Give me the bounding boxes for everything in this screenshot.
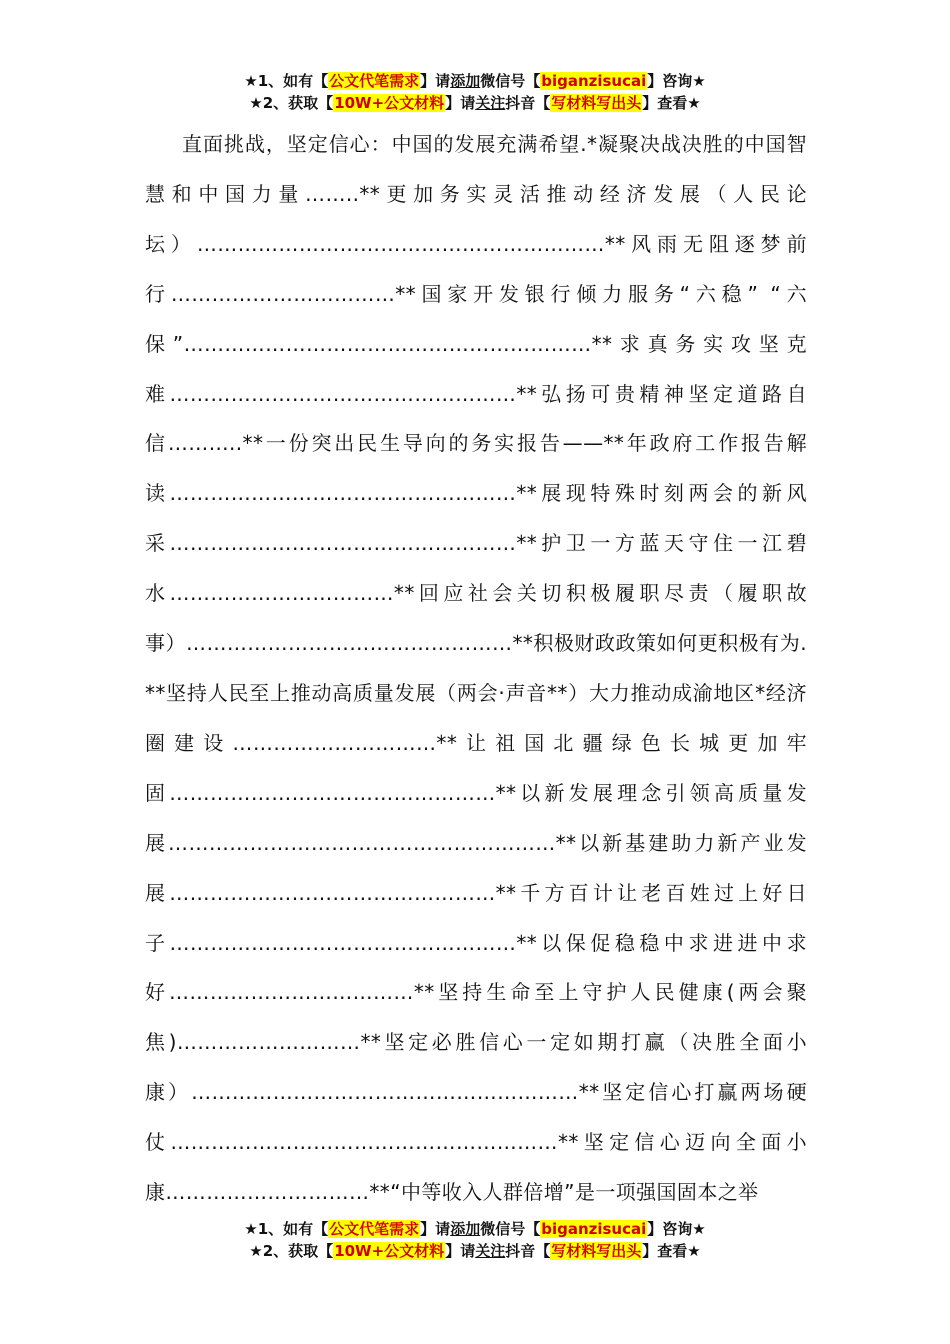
table-of-contents-paragraph: 直面挑战，坚定信心：中国的发展充满希望.*凝聚决战决胜的中国智慧和中国力量……..**更加务实灵活推动经济发展（人民论坛）……………………………………………………**风雨无阻逐梦前行……………………………**国家开发银行倾力服务“六稳” “六保”……………………………………………………**求真务实攻坚克难……………………………………………**弘扬可贵精神坚定道路自信………..**一份突出民生导向的务实报告——**年政府工作报告解读……………………………………………**展现特殊时刻两会的新风采……………………………………………**护卫一方蓝天守住一江碧水……………………………**回应社会关切积极履职尽责（履职故事）…………………………………………**积极财政政策如何更积极有为.**坚持人民至上推动高质量发展（两会·声音**）大力推动成渝地区*经济圈建设…………………………**让祖国北疆绿色长城更加牢固…………………………………………**以新发展理念引领高质量发展…………………………………………………**以新基建助力新产业发展…………………………………………**千方百计让老百姓过上好日子……………………………………………**以保促稳稳中求进进中求好………………………………**坚持生命至上守护人民健康(两会聚焦)………………………**坚定必胜信心一定如期打赢（决胜全面小康）…………………………………………………**坚定信心打赢两场硬仗…………………………………………………**坚定信心迈向全面小康…………………………**“中等收入人群倍增”是一项强国固本之举 <box>145 132 807 1205</box>
banner-suffix: 】查看★ <box>642 94 701 112</box>
banner-text: 】请 <box>420 1220 451 1238</box>
document-body <box>145 120 807 1218</box>
douyin-account-highlight: 写材料写出头 <box>551 1242 642 1260</box>
banner-line-2 <box>0 1240 950 1262</box>
banner-line-1 <box>0 1218 950 1240</box>
header-banner <box>0 70 950 114</box>
wechat-id-highlight: biganzisucai <box>541 1220 647 1238</box>
banner-prefix: ★1、如有【 <box>244 1220 329 1238</box>
banner-prefix: ★2、获取【 <box>249 1242 334 1260</box>
materials-highlight: 10W+公文材料 <box>334 1242 445 1260</box>
follow-underlined-text: 关注 <box>475 1242 506 1260</box>
add-underlined-text: 添加 <box>450 72 481 90</box>
banner-text: 】请 <box>420 72 451 90</box>
banner-text: 】请 <box>445 1242 476 1260</box>
banner-line-2 <box>0 92 950 114</box>
banner-suffix: 】咨询★ <box>647 1220 706 1238</box>
banner-prefix: ★2、获取【 <box>249 94 334 112</box>
add-underlined-text: 添加 <box>450 1220 481 1238</box>
footer-banner <box>0 1218 950 1262</box>
douyin-account-highlight: 写材料写出头 <box>551 94 642 112</box>
banner-prefix: ★1、如有【 <box>244 72 329 90</box>
ghostwriting-highlight: 公文代笔需求 <box>329 72 420 90</box>
banner-text: 微信号【 <box>480 72 541 90</box>
banner-suffix: 】咨询★ <box>647 72 706 90</box>
wechat-id-highlight: biganzisucai <box>541 72 647 90</box>
follow-underlined-text: 关注 <box>475 94 506 112</box>
banner-text: 微信号【 <box>480 1220 541 1238</box>
ghostwriting-highlight: 公文代笔需求 <box>329 1220 420 1238</box>
banner-text: 抖音【 <box>505 1242 551 1260</box>
banner-text: 】请 <box>445 94 476 112</box>
materials-highlight: 10W+公文材料 <box>334 94 445 112</box>
banner-line-1 <box>0 70 950 92</box>
banner-suffix: 】查看★ <box>642 1242 701 1260</box>
banner-text: 抖音【 <box>505 94 551 112</box>
